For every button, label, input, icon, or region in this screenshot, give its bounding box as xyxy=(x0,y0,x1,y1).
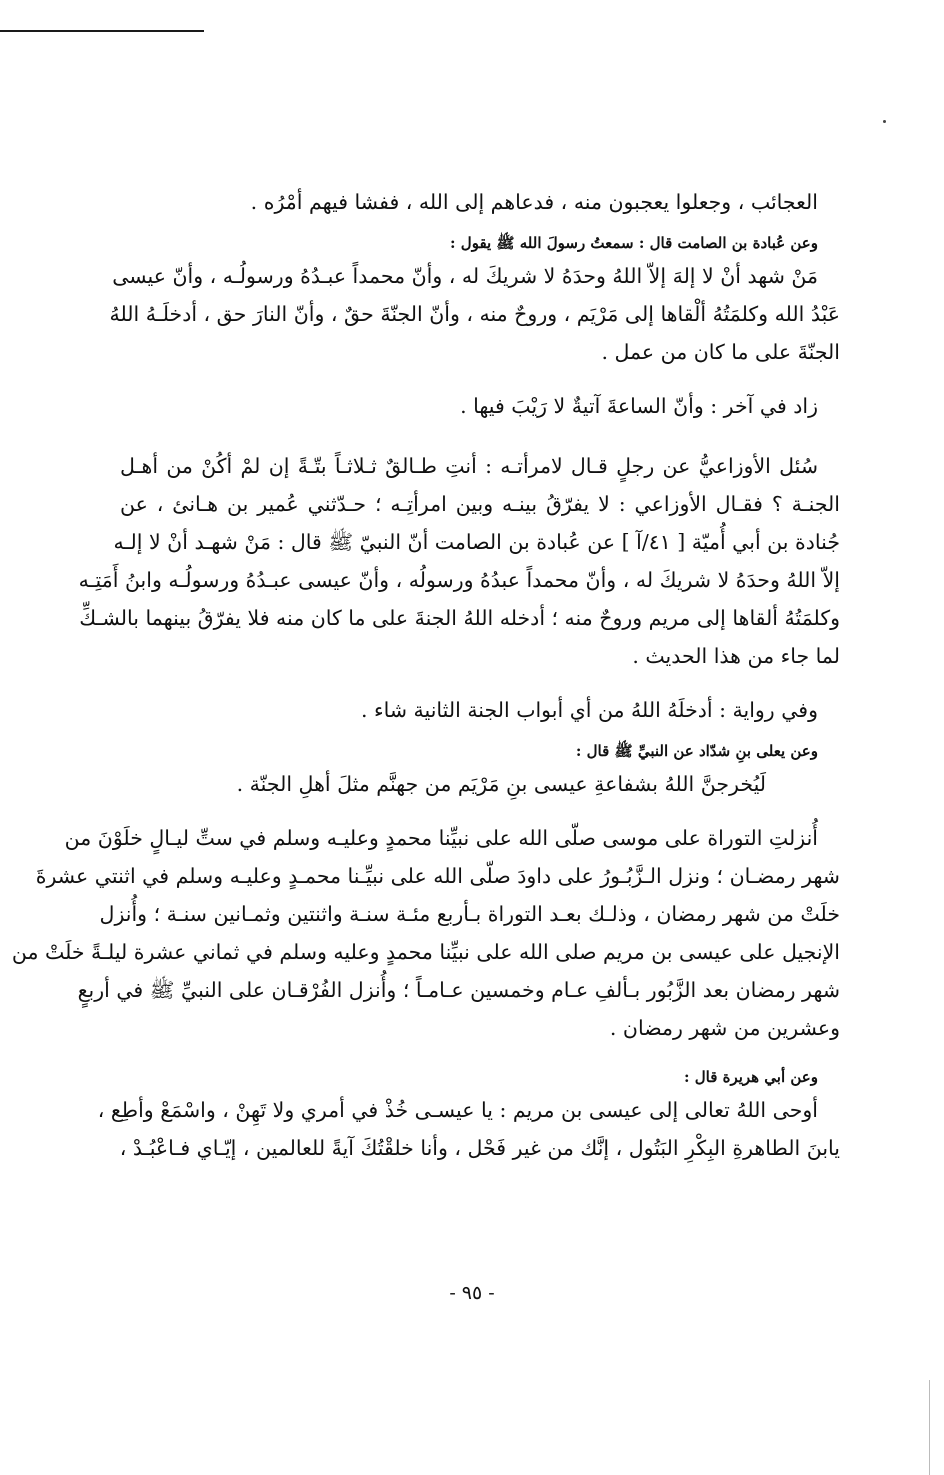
paragraph-line: الجنّةَ على ما كان من عمل . xyxy=(601,340,840,364)
paragraph-line: الجنـة ؟ فقـال الأوزاعي : لا يفرّقُ بينـه وبين امرأتِـه ؛ حـدّثني عُمير بن هـانئ ، عن xyxy=(120,492,840,516)
paragraph-line: خلَتْ من شهر رمضان ، وذلـك بعـد التوراة بـأربع مئـة سنـة واثنتين وثمـانين سنـة ؛ وأُنزل xyxy=(99,902,840,926)
paragraph-line: لَيُخرجنَّ اللهُ بشفاعةِ عيسى بنِ مَرْيَم من جهنَّم مثلَ أهلِ الجنّة . xyxy=(236,772,766,796)
header-rule xyxy=(0,30,204,32)
paragraph-line: وفي رواية : أدخلَهُ اللهُ من أي أبواب الجنة الثانية شاء . xyxy=(360,698,818,722)
paragraph-line: سُئل الأوزاعيُّ عن رجلٍ قـال لامرأتـه : أنتِ طـالقٌ ثـلاثـاً بتّـةً إن لمْ أكُنْ من أهـل xyxy=(120,454,818,478)
paragraph-line: شهر رمضـان ؛ ونزل الـزَّبُـورُ على داودَ صلّى الله على نبيِّـنا محمـدٍ وعليـه وسلم في اثنتي عشرةَ xyxy=(35,864,840,888)
paragraph-line: أوحى اللهُ تعالى إلى عيسى بن مريم : يا عيسـى خُذْ في أمري ولا تَهِنْ ، واسْمَعْ وأطِع ، xyxy=(97,1098,818,1122)
hadith-heading: وعن أبي هريرة قال : xyxy=(683,1068,818,1086)
paragraph-line: لما جاء من هذا الحديث . xyxy=(632,644,840,668)
paragraph-line: الإنجيل على عيسى بن مريم صلى الله على نبيِّنا محمدٍ وعليه وسلم في ثماني عشرة ليلـةً خلَتْ من xyxy=(11,940,840,964)
page-body xyxy=(11,183,840,1167)
paragraph-line: مَنْ شهد أنْ لا إلهَ إلاّ اللهُ وحدَهُ لا شريكَ له ، وأنّ محمداً عبـدُهُ ورسولُـه ، وأنّ عيسى xyxy=(112,264,818,288)
hadith-heading: وعن عُبادة بن الصامت قال : سمعتُ رسولَ الله ﷺ يقول : xyxy=(450,234,818,252)
paragraph-line: عَبْدُ الله وكلمَتُهُ ألْقاها إلى مَرْيَم ، وروحٌ منه ، وأنّ الجنّةَ حقٌ ، وأنّ النارَ حق ، أدخلَـهُ اللهُ xyxy=(109,302,840,326)
page-edge xyxy=(929,1380,944,1475)
paragraph-line: شهر رمضان بعد الزَّبُور بـألفِ عـام وخمسين عـامـاً ؛ وأُنزل الفُرْقـان على النبيِّ ﷺ في أربعٍ xyxy=(77,978,840,1002)
paragraph-line: يابنَ الطاهرةِ البِكْرِ البَتُول ، إنَّك من غير فَحْل ، وأنا خلقْتُكَ آيةً للعالمين ، إيّـاي فـاعْبُـدْ ، xyxy=(119,1136,840,1160)
paragraph-line: زاد في آخر : وأنّ الساعةَ آتيةٌ لا رَيْبَ فيها . xyxy=(460,394,818,418)
paragraph-line: وعشرين من شهر رمضان . xyxy=(609,1016,840,1040)
paragraph-line: أُنزلتِ التوراة على موسى صلّى الله على نبيِّنا محمدٍ وعليـه وسلم في ستِّ ليـالٍ خلَوْنَ من xyxy=(64,826,818,850)
hadith-heading: وعن يعلى بنِ شدّاد عن النبيِّ ﷺ قال : xyxy=(575,742,818,760)
paragraph-line: العجائب ، وجعلوا يعجبون منه ، فدعاهم إلى الله ، ففشا فيهم أمْرُه . xyxy=(250,190,818,214)
paragraph-line: وكلمَتُهُ ألقاها إلى مريم وروحٌ منه ؛ أدخله اللهُ الجنةَ على ما كان منه فلا يفرّقُ بينهما بالشـكِّ xyxy=(79,606,840,630)
page-number: - ٩٥ - xyxy=(449,1282,495,1304)
paragraph-line: جُنادة بن أبي أُميّة [ ٤١/آ ] عن عُبادة بن الصامت أنّ النبيّ ﷺ قال : مَنْ شهـد أنْ لا إلـه xyxy=(113,530,840,554)
paragraph-line: إلاّ اللهُ وحدَهُ لا شريكَ له ، وأنّ محمداً عبدُهُ ورسولُه ، وأنّ عيسى عبـدُهُ ورسولُـه وابنُ أَمَتِـه xyxy=(78,568,840,592)
scan-speck xyxy=(883,120,886,123)
